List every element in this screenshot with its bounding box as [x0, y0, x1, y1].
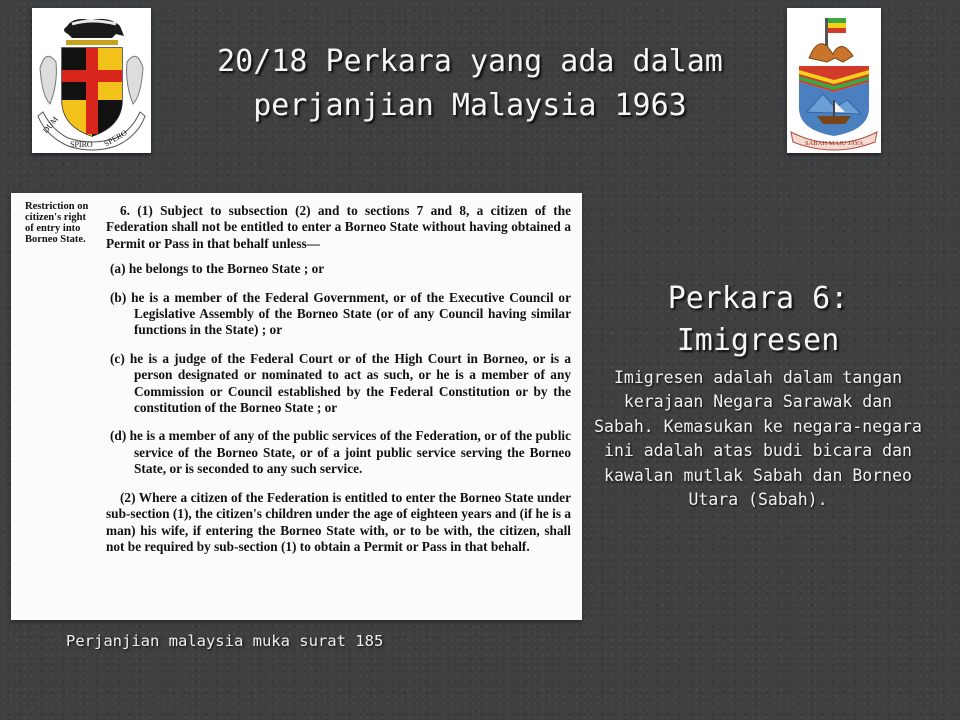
section-6-intro: 6. (1) Subject to subsection (2) and to sections 7 and 8, a citizen of the Federation shall not be entitled to enter a Borneo State without having obtained a Permit or Pass in that behalf unless—: [106, 203, 571, 251]
subsection-2: (2) Where a citizen of the Federation is entitled to enter the Borneo State under sub-section (1), the citizen's children under the age of eighteen years and (if he is a man) his wife, if entering the Borneo State with, or to be with, the citizen, shall not be required by sub-section (1) to obtain a Permit or Pass in that behalf.: [106, 489, 571, 554]
svg-text:SPIRO: SPIRO: [70, 140, 93, 149]
document-body: [106, 203, 571, 555]
svg-text:DUM: DUM: [41, 114, 61, 135]
sarawak-emblem-graphic: [32, 8, 151, 153]
clause-c: (c) he is a judge of the Federal Court or of the High Court in Borneo, or is a person designated or nominated to act as such, or he is a member of any Commission or Council established by the Federal Constitution or by the constitution of the Borneo State ; or: [110, 350, 571, 416]
svg-text:SABAH MAJU JAYA: SABAH MAJU JAYA: [805, 140, 864, 147]
slide-title: 20/18 Perkara yang ada dalam perjanjian Malaysia 1963: [217, 44, 723, 123]
section-description: Imigresen adalah dalam tangan kerajaan Negara Sarawak dan Sabah. Kemasukan ke negara-negara ini adalah atas budi bicara dan kawalan mutlak Sabah dan Borneo Utara (Sabah).: [594, 368, 922, 510]
clause-b: (b) he is a member of the Federal Government, or of the Executive Council or Legislative Assembly of the Borneo State (or of any Council having similar functions in the State) ; or: [110, 289, 571, 338]
sarawak-coat-of-arms-logo: [32, 8, 151, 153]
clause-a: (a) he belongs to the Borneo State ; or: [110, 261, 325, 277]
agreement-document-scan: [11, 193, 582, 620]
sabah-coat-of-arms-logo: [787, 8, 881, 153]
clause-d: (d) he is a member of any of the public services of the Federation, or of the public service of the Borneo State, or of a joint public service serving the Borneo State, or is seconded to any such service.: [110, 428, 571, 477]
document-caption: Perjanjian malaysia muka surat 185: [66, 632, 384, 650]
section-heading: Perkara 6: Imigresen: [667, 281, 849, 358]
margin-note: Restriction on citizen's right of entry into Borneo State.: [25, 201, 89, 245]
svg-text:SPERO: SPERO: [102, 128, 129, 149]
sabah-emblem-graphic: [787, 8, 881, 153]
